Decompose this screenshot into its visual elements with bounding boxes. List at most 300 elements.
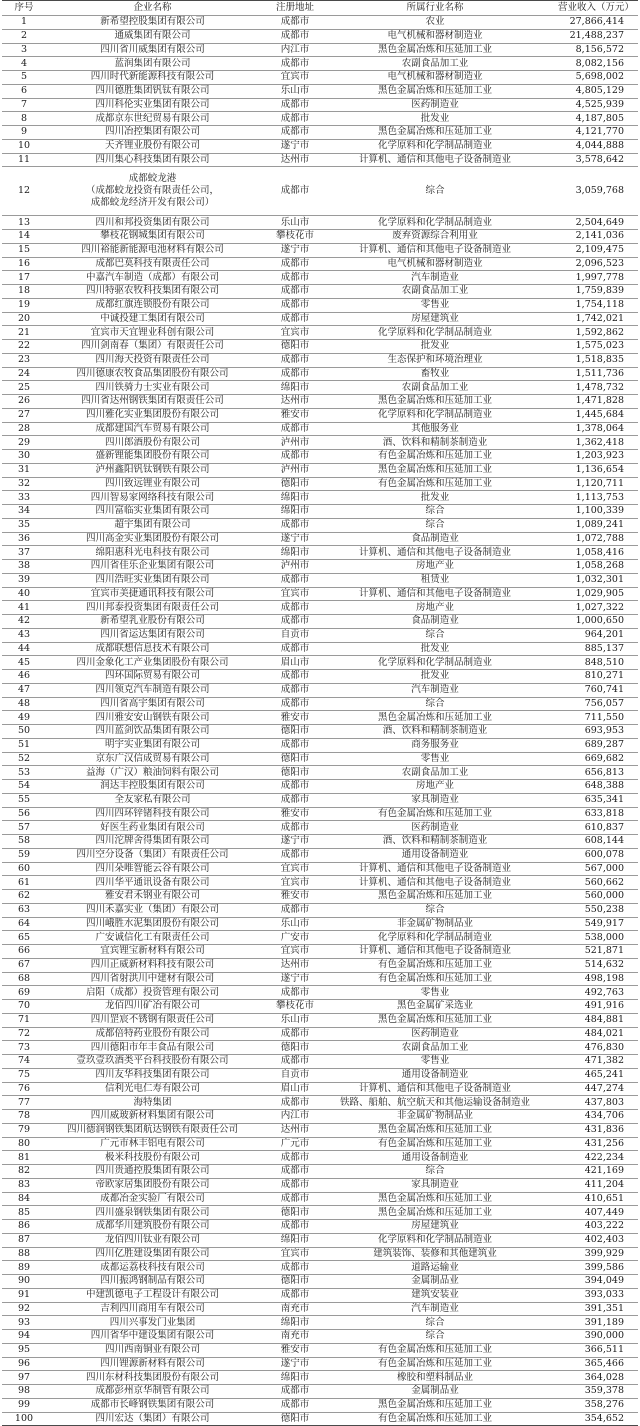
table-row: [2, 285, 638, 299]
revenue-cell: 1,136,654: [539, 463, 638, 477]
seq-cell: 7: [2, 98, 46, 112]
company-name-cell: 四川朵唯智能云谷有限公司: [46, 862, 259, 876]
address-cell: 成都市: [259, 518, 331, 532]
revenue-cell: 1,100,339: [539, 505, 638, 519]
company-name-cell: 海特集团: [46, 1096, 259, 1110]
address-cell: 成都市: [259, 780, 331, 794]
seq-cell: 19: [2, 298, 46, 312]
industry-cell: 酒、饮料和精制茶制造业: [331, 436, 539, 450]
seq-cell: 60: [2, 862, 46, 876]
seq-cell: 55: [2, 793, 46, 807]
industry-cell: 综合: [331, 697, 539, 711]
company-name-cell: 四川邦泰投资集团有限责任公司: [46, 601, 259, 615]
company-name-cell: 四环国际贸易有限公司: [46, 670, 259, 684]
table-row: [2, 1013, 638, 1027]
address-cell: 绵阳市: [259, 505, 331, 519]
table-row: [2, 1110, 638, 1124]
seq-cell: 16: [2, 257, 46, 271]
table-row: [2, 1343, 638, 1357]
seq-cell: 68: [2, 972, 46, 986]
revenue-cell: 5,698,002: [539, 71, 638, 85]
industry-cell: 通用设备制造业: [331, 848, 539, 862]
table-row: [2, 821, 638, 835]
industry-cell: 畜牧业: [331, 367, 539, 381]
revenue-cell: 437,803: [539, 1096, 638, 1110]
address-cell: 成都市: [259, 573, 331, 587]
seq-cell: 33: [2, 491, 46, 505]
seq-cell: 86: [2, 1220, 46, 1234]
table-row: [2, 1055, 638, 1069]
company-name-cell: 帝欧家居集团股份有限公司: [46, 1178, 259, 1192]
table-row: [2, 532, 638, 546]
industry-cell: 黑色金属冶炼和压延加工业: [331, 126, 539, 140]
seq-cell: 37: [2, 546, 46, 560]
seq-cell: 76: [2, 1082, 46, 1096]
address-cell: 宜宾市: [259, 945, 331, 959]
revenue-cell: 4,805,129: [539, 84, 638, 98]
seq-cell: 53: [2, 766, 46, 780]
industry-cell: 化学原料和化学制品制造业: [331, 408, 539, 422]
industry-cell: 有色金属冶炼和压延加工业: [331, 972, 539, 986]
company-name-cell: 天齐锂业股份有限公司: [46, 139, 259, 153]
seq-cell: 8: [2, 112, 46, 126]
company-name-cell: 四川省运达集团有限公司: [46, 628, 259, 642]
table-row: [2, 43, 638, 57]
seq-cell: 67: [2, 958, 46, 972]
company-name-cell: 四川富临实业集团有限公司: [46, 505, 259, 519]
company-name-cell: 成都巴莫科技有限责任公司: [46, 257, 259, 271]
address-cell: 成都市: [259, 450, 331, 464]
address-cell: 成都市: [259, 285, 331, 299]
company-name-cell: 四川贵通控股集团有限公司: [46, 1165, 259, 1179]
address-cell: 成都市: [259, 1096, 331, 1110]
seq-cell: 30: [2, 450, 46, 464]
table-row: [2, 298, 638, 312]
table-row: [2, 1027, 638, 1041]
company-name-cell: 成都市长峰钢铁集团有限公司: [46, 1398, 259, 1412]
table-row: [2, 1123, 638, 1137]
table-row: [2, 931, 638, 945]
revenue-cell: 1,120,711: [539, 477, 638, 491]
address-cell: 成都市: [259, 1220, 331, 1234]
industry-cell: 废弃资源综合利用业: [331, 230, 539, 244]
enterprise-revenue-table: [2, 0, 638, 1426]
revenue-cell: 354,652: [539, 1412, 638, 1426]
table-row: [2, 587, 638, 601]
seq-cell: 22: [2, 340, 46, 354]
industry-cell: 租赁业: [331, 573, 539, 587]
revenue-cell: 689,287: [539, 738, 638, 752]
address-cell: 绵阳市: [259, 1233, 331, 1247]
revenue-cell: 756,057: [539, 697, 638, 711]
address-cell: 成都市: [259, 57, 331, 71]
revenue-cell: 498,198: [539, 972, 638, 986]
seq-cell: 32: [2, 477, 46, 491]
revenue-cell: 434,706: [539, 1110, 638, 1124]
industry-cell: 计算机、通信和其他电子设备制造业: [331, 587, 539, 601]
company-name-cell: 成都华川建筑股份有限公司: [46, 1220, 259, 1234]
table-row: [2, 738, 638, 752]
seq-cell: 74: [2, 1055, 46, 1069]
company-name-cell: 四川空分设备（集团）有限责任公司: [46, 848, 259, 862]
table-row: [2, 381, 638, 395]
revenue-cell: 2,141,036: [539, 230, 638, 244]
industry-cell: 农业: [331, 16, 539, 30]
address-cell: 成都市: [259, 848, 331, 862]
table-row: [2, 98, 638, 112]
industry-cell: 医药制造业: [331, 1027, 539, 1041]
address-cell: 成都市: [259, 422, 331, 436]
industry-cell: 农副食品加工业: [331, 1041, 539, 1055]
company-name-cell: 广安诚信化工有限责任公司: [46, 931, 259, 945]
seq-cell: 45: [2, 656, 46, 670]
revenue-cell: 3,578,642: [539, 153, 638, 167]
revenue-cell: 600,078: [539, 848, 638, 862]
address-cell: 乐山市: [259, 1013, 331, 1027]
header-company-name: 企业名称: [46, 1, 259, 16]
seq-cell: 27: [2, 408, 46, 422]
industry-cell: 化学原料和化学制品制造业: [331, 139, 539, 153]
revenue-cell: 431,836: [539, 1123, 638, 1137]
revenue-cell: 550,238: [539, 903, 638, 917]
revenue-cell: 567,000: [539, 862, 638, 876]
company-name-cell: 润达丰控股集团有限公司: [46, 780, 259, 794]
company-name-cell: 极米科技股份有限公司: [46, 1151, 259, 1165]
address-cell: 德阳市: [259, 725, 331, 739]
seq-cell: 18: [2, 285, 46, 299]
industry-cell: 商务服务业: [331, 738, 539, 752]
address-cell: 成都市: [259, 821, 331, 835]
seq-cell: 48: [2, 697, 46, 711]
company-name-cell: 四川时代新能源科技有限公司: [46, 71, 259, 85]
table-row: [2, 1398, 638, 1412]
revenue-cell: 4,121,770: [539, 126, 638, 140]
company-name-cell: 蓝润集团有限公司: [46, 57, 259, 71]
industry-cell: 黑色金属冶炼和压延加工业: [331, 84, 539, 98]
company-name-cell: 龙佰四川矿冶有限公司: [46, 1000, 259, 1014]
seq-cell: 24: [2, 367, 46, 381]
table-row: [2, 153, 638, 167]
company-name-cell: 龙佰四川钛业有限公司: [46, 1233, 259, 1247]
revenue-cell: 8,082,156: [539, 57, 638, 71]
table-row: [2, 683, 638, 697]
address-cell: 南充市: [259, 1302, 331, 1316]
table-row: [2, 807, 638, 821]
company-name-cell: 成都冶金实验厂有限公司: [46, 1192, 259, 1206]
industry-cell: 计算机、通信和其他电子设备制造业: [331, 546, 539, 560]
company-name-cell: 四川振鸿钢制品有限公司: [46, 1275, 259, 1289]
industry-cell: 电气机械和器材制造业: [331, 257, 539, 271]
company-name-cell: 成都彭州京华制管有限公司: [46, 1385, 259, 1399]
seq-cell: 70: [2, 1000, 46, 1014]
table-row: [2, 1068, 638, 1082]
industry-cell: 房地产业: [331, 560, 539, 574]
seq-cell: 82: [2, 1165, 46, 1179]
table-row: [2, 546, 638, 560]
company-name-cell: 好医生药业集团有限公司: [46, 821, 259, 835]
industry-cell: 黑色金属冶炼和压延加工业: [331, 395, 539, 409]
seq-cell: 64: [2, 917, 46, 931]
industry-cell: 家具制造业: [331, 793, 539, 807]
address-cell: 绵阳市: [259, 546, 331, 560]
table-row: [2, 986, 638, 1000]
seq-cell: 28: [2, 422, 46, 436]
company-name-cell: 四川海天投资有限责任公司: [46, 353, 259, 367]
revenue-cell: 366,511: [539, 1343, 638, 1357]
table-row: [2, 656, 638, 670]
seq-cell: 91: [2, 1288, 46, 1302]
table-row: [2, 1316, 638, 1330]
address-cell: 绵阳市: [259, 491, 331, 505]
seq-cell: 38: [2, 560, 46, 574]
revenue-cell: 1,445,684: [539, 408, 638, 422]
industry-cell: 农副食品加工业: [331, 57, 539, 71]
company-name-cell: 成都京东世纪贸易有限公司: [46, 112, 259, 126]
address-cell: 德阳市: [259, 340, 331, 354]
address-cell: 成都市: [259, 1192, 331, 1206]
industry-cell: 生态保护和环境治理业: [331, 353, 539, 367]
address-cell: 雅安市: [259, 1343, 331, 1357]
company-name-cell: 四川东材科技集团股份有限公司: [46, 1371, 259, 1385]
seq-cell: 10: [2, 139, 46, 153]
revenue-cell: 476,830: [539, 1041, 638, 1055]
table-row: [2, 1330, 638, 1344]
revenue-cell: 1,089,241: [539, 518, 638, 532]
company-name-cell: 四川雅安安山钢铁有限公司: [46, 711, 259, 725]
address-cell: 成都市: [259, 1027, 331, 1041]
table-row: [2, 243, 638, 257]
table-row: [2, 408, 638, 422]
industry-cell: 计算机、通信和其他电子设备制造业: [331, 153, 539, 167]
revenue-cell: 410,651: [539, 1192, 638, 1206]
revenue-cell: 560,662: [539, 876, 638, 890]
table-row: [2, 1192, 638, 1206]
address-cell: 攀枝花市: [259, 1000, 331, 1014]
industry-cell: 金属制品业: [331, 1385, 539, 1399]
industry-cell: 计算机、通信和其他电子设备制造业: [331, 1082, 539, 1096]
company-name-cell: 信利光电仁寿有限公司: [46, 1082, 259, 1096]
address-cell: 内江市: [259, 43, 331, 57]
company-name-cell: 四川蓝剑饮品集团有限公司: [46, 725, 259, 739]
table-row: [2, 848, 638, 862]
seq-cell: 43: [2, 628, 46, 642]
seq-cell: 81: [2, 1151, 46, 1165]
table-row: [2, 422, 638, 436]
address-cell: 宜宾市: [259, 587, 331, 601]
table-row: [2, 16, 638, 30]
address-cell: 宜宾市: [259, 876, 331, 890]
company-name-cell: 四川金象化工产业集团股份有限公司: [46, 656, 259, 670]
seq-cell: 96: [2, 1357, 46, 1371]
address-cell: 雅安市: [259, 807, 331, 821]
company-name-cell: 盛新锂能集团股份有限公司: [46, 450, 259, 464]
seq-cell: 52: [2, 752, 46, 766]
ranking-table-container: [2, 0, 638, 1426]
industry-cell: 批发业: [331, 670, 539, 684]
table-row: [2, 615, 638, 629]
address-cell: 成都市: [259, 367, 331, 381]
revenue-cell: 447,274: [539, 1082, 638, 1096]
revenue-cell: 760,741: [539, 683, 638, 697]
address-cell: 绵阳市: [259, 381, 331, 395]
table-row: [2, 1302, 638, 1316]
address-cell: 遂宁市: [259, 532, 331, 546]
seq-cell: 63: [2, 903, 46, 917]
company-name-cell: 雅安君禾钢业有限公司: [46, 890, 259, 904]
address-cell: 成都市: [259, 793, 331, 807]
company-name-cell: 四川铁骑力士实业有限公司: [46, 381, 259, 395]
seq-cell: 34: [2, 505, 46, 519]
industry-cell: 计算机、通信和其他电子设备制造业: [331, 862, 539, 876]
company-name-cell: 四川省川威集团有限公司: [46, 43, 259, 57]
industry-cell: 医药制造业: [331, 821, 539, 835]
revenue-cell: 608,144: [539, 835, 638, 849]
table-row: [2, 491, 638, 505]
revenue-cell: 1,029,905: [539, 587, 638, 601]
seq-cell: 83: [2, 1178, 46, 1192]
address-cell: 宜宾市: [259, 862, 331, 876]
revenue-cell: 549,917: [539, 917, 638, 931]
revenue-cell: 1,113,753: [539, 491, 638, 505]
revenue-cell: 635,341: [539, 793, 638, 807]
company-name-cell: 四川锂源新材料有限公司: [46, 1357, 259, 1371]
address-cell: 遂宁市: [259, 835, 331, 849]
address-cell: 成都市: [259, 298, 331, 312]
revenue-cell: 27,866,414: [539, 16, 638, 30]
revenue-cell: 669,682: [539, 752, 638, 766]
table-row: [2, 670, 638, 684]
revenue-cell: 1,575,023: [539, 340, 638, 354]
table-row: [2, 1220, 638, 1234]
revenue-cell: 484,021: [539, 1027, 638, 1041]
revenue-cell: 391,189: [539, 1316, 638, 1330]
table-row: [2, 890, 638, 904]
company-name-cell: 四川禾嘉实业（集团）有限公司: [46, 903, 259, 917]
industry-cell: 建筑装饰、装修和其他建筑业: [331, 1247, 539, 1261]
seq-cell: 80: [2, 1137, 46, 1151]
revenue-cell: 411,204: [539, 1178, 638, 1192]
revenue-cell: 1,518,835: [539, 353, 638, 367]
address-cell: 雅安市: [259, 890, 331, 904]
seq-cell: 13: [2, 216, 46, 230]
industry-cell: 黑色金属冶炼和压延加工业: [331, 1013, 539, 1027]
table-row: [2, 230, 638, 244]
table-row: [2, 711, 638, 725]
seq-cell: 47: [2, 683, 46, 697]
address-cell: 遂宁市: [259, 972, 331, 986]
company-name-cell: 四川省达州钢铁集团有限责任公司: [46, 395, 259, 409]
revenue-cell: 407,449: [539, 1206, 638, 1220]
company-name-cell: 四川致远锂业有限公司: [46, 477, 259, 491]
address-cell: 广元市: [259, 1137, 331, 1151]
company-name-cell: 四川正威新材料科技有限公司: [46, 958, 259, 972]
table-row: [2, 1165, 638, 1179]
table-header-row: [2, 1, 638, 16]
address-cell: 泸州市: [259, 436, 331, 450]
company-name-cell: 四川集心科技集团有限公司: [46, 153, 259, 167]
seq-cell: 97: [2, 1371, 46, 1385]
seq-cell: 75: [2, 1068, 46, 1082]
address-cell: 泸州市: [259, 560, 331, 574]
company-name-cell: 四川西南铜业有限公司: [46, 1343, 259, 1357]
address-cell: 南充市: [259, 1330, 331, 1344]
revenue-cell: 610,837: [539, 821, 638, 835]
company-name-cell: 四川德阳市年丰食品有限公司: [46, 1041, 259, 1055]
company-name-cell: 四川德康农牧食品集团股份有限公司: [46, 367, 259, 381]
industry-cell: 黑色金属矿采选业: [331, 1000, 539, 1014]
table-row: [2, 1000, 638, 1014]
industry-cell: 化学原料和化学制品制造业: [331, 216, 539, 230]
seq-cell: 12: [2, 167, 46, 216]
address-cell: 成都市: [259, 353, 331, 367]
company-name-cell: 四川友华科技集团有限公司: [46, 1068, 259, 1082]
address-cell: 德阳市: [259, 1275, 331, 1289]
seq-cell: 98: [2, 1385, 46, 1399]
revenue-cell: 1,203,923: [539, 450, 638, 464]
seq-cell: 58: [2, 835, 46, 849]
seq-cell: 71: [2, 1013, 46, 1027]
address-cell: 成都市: [259, 98, 331, 112]
company-name-cell: 四川盛泉钢铁集团有限公司: [46, 1206, 259, 1220]
seq-cell: 35: [2, 518, 46, 532]
industry-cell: 家具制造业: [331, 1178, 539, 1192]
company-name-cell: 四川和邦投资集团有限公司: [46, 216, 259, 230]
seq-cell: 51: [2, 738, 46, 752]
address-cell: 成都市: [259, 1398, 331, 1412]
revenue-cell: 394,049: [539, 1275, 638, 1289]
industry-cell: 有色金属冶炼和压延加工业: [331, 1357, 539, 1371]
table-row: [2, 1288, 638, 1302]
seq-cell: 69: [2, 986, 46, 1000]
revenue-cell: 402,403: [539, 1233, 638, 1247]
seq-cell: 50: [2, 725, 46, 739]
revenue-cell: 365,466: [539, 1357, 638, 1371]
seq-cell: 41: [2, 601, 46, 615]
address-cell: 自贡市: [259, 1068, 331, 1082]
industry-cell: 电气机械和器材制造业: [331, 29, 539, 43]
company-name-cell: 四川华平通讯设备有限公司: [46, 876, 259, 890]
company-name-cell: 中嘉汽车制造（成都）有限公司: [46, 271, 259, 285]
address-cell: 绵阳市: [259, 1316, 331, 1330]
company-name-cell: 四川裕能新能源电池材料有限公司: [46, 243, 259, 257]
table-row: [2, 167, 638, 216]
industry-cell: 电气机械和器材制造业: [331, 71, 539, 85]
table-row: [2, 697, 638, 711]
company-name-cell: 四川科伦实业集团有限公司: [46, 98, 259, 112]
table-row: [2, 312, 638, 326]
table-row: [2, 917, 638, 931]
company-name-cell: 四川宏达（集团）有限公司: [46, 1412, 259, 1426]
table-row: [2, 518, 638, 532]
address-cell: 达州市: [259, 1123, 331, 1137]
seq-cell: 40: [2, 587, 46, 601]
address-cell: 内江市: [259, 1110, 331, 1124]
address-cell: 成都市: [259, 601, 331, 615]
industry-cell: 汽车制造业: [331, 683, 539, 697]
address-cell: 德阳市: [259, 1206, 331, 1220]
industry-cell: 医药制造业: [331, 98, 539, 112]
address-cell: 成都市: [259, 312, 331, 326]
industry-cell: 综合: [331, 628, 539, 642]
table-row: [2, 57, 638, 71]
revenue-cell: 810,271: [539, 670, 638, 684]
company-name-cell: 四川省高宇集团有限公司: [46, 697, 259, 711]
company-name-cell: 全友家私有限公司: [46, 793, 259, 807]
company-name-cell: 宜宾市天宜锂业科创有限公司: [46, 326, 259, 340]
revenue-cell: 359,378: [539, 1385, 638, 1399]
address-cell: 宜宾市: [259, 326, 331, 340]
company-name-cell: 新希望乳业股份有限公司: [46, 615, 259, 629]
